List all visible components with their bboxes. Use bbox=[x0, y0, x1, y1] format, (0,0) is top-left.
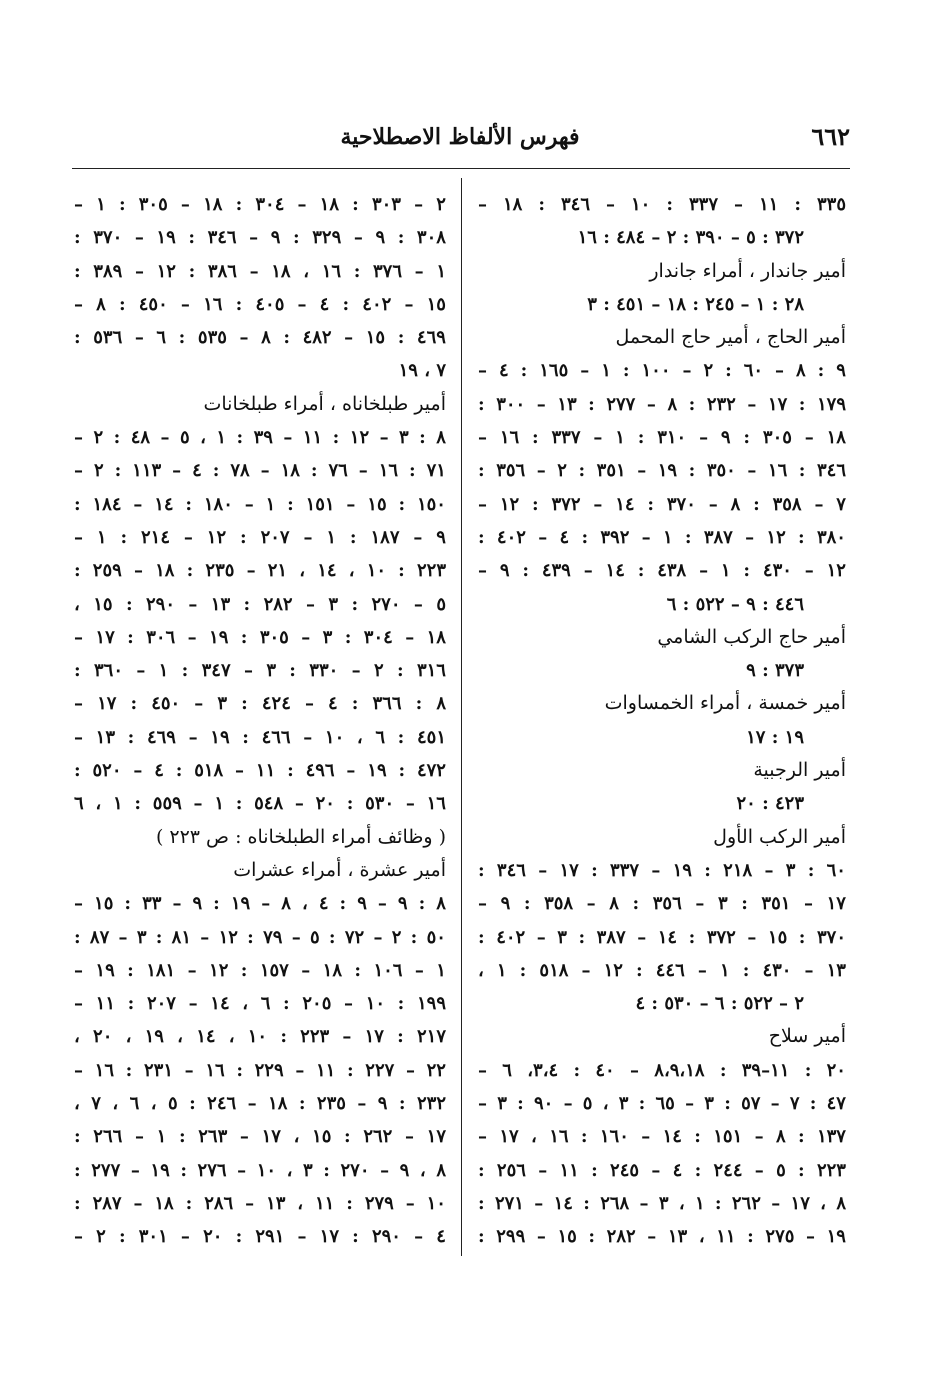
index-reference-line: ٨ : ٣ – ١٢ : ١١ – ٣٩ : ١ ، ٥ – ٤٨ : ٢ – bbox=[74, 427, 446, 449]
index-reference-line: ٢٠ : ١١–٣٩ : ٨،٩،١٨ – ٤٠ : ٣،٤، ٦ – bbox=[478, 1059, 846, 1081]
index-reference-line: ٤٧ : ٧ – ٥٧ : ٣ – ٦٥ : ٣ ، ٥ – ٩٠ : ٣ – bbox=[478, 1093, 846, 1115]
index-reference-line: ١٨ – ٣٠٤ : ٣ – ٣٠٥ : ١٩ – ٣٠٦ : ١٧ – bbox=[74, 626, 446, 648]
index-reference-line: ٤٧٢ : ١٩ – ٤٩٦ : ١١ – ٥١٨ : ٤ – ٥٢٠ : bbox=[74, 760, 446, 782]
index-reference-line: ٢ – ٥٢٢ : ٦ – ٥٣٠ : ٤ bbox=[635, 993, 804, 1015]
index-reference-line: ١٠ – ٢٧٩ : ١١ ، ١٣ – ٢٨٦ : ١٨ – ٢٨٧ : bbox=[74, 1192, 446, 1214]
index-reference-line: ٢٢٣ : ١٠ ، ١٤ ، ٢١ – ٢٣٥ : ١٨ – ٢٥٩ : bbox=[74, 560, 446, 582]
index-reference-line: ٣١٦ : ٢ – ٣٣٠ : ٣ – ٣٤٧ : ١ – ٣٦٠ : bbox=[74, 660, 446, 682]
index-reference-line: ٣٨٠ : ١٢ – ٣٨٧ : ١ – ٣٩٢ : ٤ – ٤٠٢ : bbox=[478, 526, 846, 548]
index-entry-heading: أمير جاندار ، أمراء جاندار bbox=[649, 259, 846, 282]
index-entry-heading: أمير طبلخاناه ، أمراء طبلخانات bbox=[203, 392, 446, 415]
index-reference-line: ٤٢٣ : ٢٠ bbox=[736, 793, 804, 815]
page-title: فهرس الألفاظ الاصطلاحية bbox=[340, 124, 580, 150]
index-reference-line: ٢١٧ : ١٧ – ٢٢٣ : ١٠ ، ١٤ ، ١٩ ، ٢٠ ، bbox=[74, 1026, 446, 1048]
index-reference-line: ٦٠ : ٣ – ٢١٨ : ١٩ – ٣٣٧ : ١٧ – ٣٤٦ : bbox=[478, 859, 846, 881]
index-reference-line: ٣٣٥ : ١١ – ٣٣٧ : ١٠ – ٣٤٦ : ١٨ – bbox=[478, 194, 846, 215]
index-reference-line: ٢٣٢ : ٩ – ٢٣٥ : ١٨ – ٢٤٦ : ٥ ، ٦ ، ٧ ، bbox=[74, 1093, 446, 1115]
index-reference-line: ١٦ – ٥٣٠ : ٢٠ – ٥٤٨ : ١ – ٥٥٩ : ١ ، ٦ bbox=[74, 793, 446, 815]
index-reference-line: ٥ – ٢٧٠ : ٣ – ٢٨٢ : ١٣ – ٢٩٠ : ١٥ ، bbox=[74, 593, 446, 615]
index-reference-line: ١ – ١٠٦ : ١٨ – ١٥٧ : ١٢ – ١٨١ : ١٩ – bbox=[74, 959, 446, 981]
index-reference-line: ١ – ٣٧٦ : ١٦ ، ١٨ – ٣٨٦ : ١٢ – ٣٨٩ : bbox=[74, 260, 446, 282]
index-entry-heading: أمير عشرة ، أمراء عشرات bbox=[233, 858, 446, 881]
index-reference-line: ٢ – ٣٠٣ : ١٨ – ٣٠٤ : ١٨ – ٣٠٥ : ١ – bbox=[74, 194, 446, 215]
index-reference-line: ٤ – ٢٩٠ : ١٧ – ٢٩١ : ٢٠ – ٣٠١ : ٢ – bbox=[74, 1226, 446, 1248]
index-reference-line: ٣٧٢ : ٥ – ٣٩٠ : ٢ – ٤٨٤ : ١٦ bbox=[577, 227, 804, 249]
index-reference-line: ٨ ، ٩ – ٢٧٠ : ٣ ، ١٠ – ٢٧٦ : ١٩ – ٢٧٧ : bbox=[74, 1159, 446, 1181]
index-reference-line: ٤٥١ : ٦ ، ١٠ – ٤٦٦ : ١٩ – ٤٦٩ : ١٣ – bbox=[74, 726, 446, 748]
header-rule bbox=[72, 168, 850, 169]
index-entry-heading: أمير خمسة ، أمراء الخمساوات bbox=[604, 692, 846, 715]
index-note: ( وظائف أمراء الطبلخاناه : ص ٢٢٣ ) bbox=[155, 825, 446, 848]
index-reference-line: ٧ – ٣٥٨ : ٨ – ٣٧٠ : ١٤ – ٣٧٢ : ١٢ – bbox=[478, 493, 846, 515]
page-header bbox=[70, 122, 850, 158]
index-reference-line: ٩ – ١٨٧ : ١ – ٢٠٧ : ١٢ – ٢١٤ : ١ – bbox=[74, 526, 446, 548]
index-reference-line: ١٧ – ٣٥١ : ٣ – ٣٥٦ : ٨ – ٣٥٨ : ٩ – bbox=[478, 893, 846, 915]
index-reference-line: ١٣ – ٤٣٠ : ١ – ٤٤٦ : ١٢ – ٥١٨ : ١ ، bbox=[478, 959, 846, 981]
index-reference-line: ١٨ – ٣٠٥ : ٩ – ٣١٠ : ١ – ٣٣٧ : ١٦ – bbox=[478, 427, 846, 449]
index-reference-line: ٢٢٣ : ٥ – ٢٤٤ : ٤ – ٢٤٥ : ١١ – ٢٥٦ : bbox=[478, 1159, 846, 1181]
index-reference-line: ١٩ : ١٧ bbox=[746, 726, 804, 748]
right-column bbox=[478, 188, 846, 1254]
index-entry-heading: أمير الحاج ، أمير حاج المحمل bbox=[615, 326, 846, 349]
index-reference-line: ٩ : ٨ – ٦٠ : ٢ – ١٠٠ : ١ – ١٦٥ : ٤ – bbox=[478, 360, 846, 382]
index-reference-line: ١٧ – ٢٦٢ : ١٥ ، ١٧ – ٢٦٣ : ١ – ٢٦٦ : bbox=[74, 1126, 446, 1148]
index-reference-line: ٤٦٩ : ١٥ – ٤٨٢ : ٨ – ٥٣٥ : ٦ – ٥٣٦ : bbox=[74, 327, 446, 349]
left-column bbox=[74, 188, 446, 1254]
index-reference-line: ٢٨ : ١ – ٢٤٥ : ١٨ – ٤٥١ : ٣ bbox=[587, 293, 804, 315]
index-entry-heading: أمير الرجبية bbox=[753, 759, 846, 782]
index-reference-line: ١٩ – ٢٧٥ : ١١ ، ١٣ – ٢٨٢ : ١٥ – ٢٩٩ : bbox=[478, 1226, 846, 1248]
index-reference-line: ١٧٩ : ١٧ – ٢٣٢ : ٨ – ٢٧٧ : ١٣ – ٣٠٠ : bbox=[478, 393, 846, 415]
page-number: ٦٦٢ bbox=[811, 122, 850, 151]
index-entry-heading: أمير حاج الركب الشامي bbox=[657, 625, 846, 648]
index-reference-line: ٣٧٠ : ١٥ – ٣٧٢ : ١٤ – ٣٨٧ : ٣ – ٤٠٢ : bbox=[478, 926, 846, 948]
index-reference-line: ٢٢ – ٢٢٧ : ١١ – ٢٢٩ : ١٦ – ٢٣١ : ١٦ – bbox=[74, 1059, 446, 1081]
index-reference-line: ٧ ، ١٩ bbox=[398, 360, 446, 382]
index-reference-line: ٨ ، ١٧ – ٢٦٢ : ١ ، ٣ – ٢٦٨ : ١٤ – ٢٧١ : bbox=[478, 1192, 846, 1214]
index-reference-line: ٣٧٣ : ٩ bbox=[746, 660, 804, 682]
index-reference-line: ١٥ – ٤٠٢ : ٤ – ٤٠٥ : ١٦ – ٤٥٠ : ٨ – bbox=[74, 293, 446, 315]
index-reference-line: ٤٤٦ : ٩ – ٥٢٢ : ٦ bbox=[666, 593, 804, 615]
index-reference-line: ١٥٠ : ١٥ – ١٥١ : ١ – ١٨٠ : ١٤ – ١٨٤ : bbox=[74, 493, 446, 515]
index-reference-line: ٨ : ٩ – ٩ : ٤ ، ٨ – ١٩ : ٩ – ٣٣ : ١٥ – bbox=[74, 893, 446, 915]
index-reference-line: ١٢ – ٤٣٠ : ١ – ٤٣٨ : ١٤ – ٤٣٩ : ٩ – bbox=[478, 560, 846, 582]
index-reference-line: ٣٠٨ : ٩ – ٣٢٩ : ٩ – ٣٤٦ : ١٩ – ٣٧٠ : bbox=[74, 227, 446, 249]
index-entry-heading: أمير الركب الأول bbox=[713, 825, 846, 848]
column-divider bbox=[461, 178, 462, 1256]
index-reference-line: ٥٠ : ٢ – ٧٢ : ٥ – ٧٩ : ١٢ – ٨١ : ٣ – ٨٧ : bbox=[74, 926, 446, 948]
index-entry-heading: أمير سلاح bbox=[768, 1025, 846, 1048]
index-reference-line: ٧١ : ١٦ – ٧٦ : ١٨ – ٧٨ : ٤ – ١١٣ : ٢ – bbox=[74, 460, 446, 482]
index-reference-line: ١٩٩ : ١٠ – ٢٠٥ : ٦ ، ١٤ – ٢٠٧ : ١١ – bbox=[74, 993, 446, 1015]
index-reference-line: ٨ : ٣٦٦ : ٤ – ٤٢٤ : ٣ – ٤٥٠ : ١٧ – bbox=[74, 693, 446, 715]
index-reference-line: ١٣٧ : ٨ – ١٥١ : ١٤ – ١٦٠ : ١٦ ، ١٧ – bbox=[478, 1126, 846, 1148]
index-reference-line: ٣٤٦ : ١٦ – ٣٥٠ : ١٩ – ٣٥١ : ٢ – ٣٥٦ : bbox=[478, 460, 846, 482]
